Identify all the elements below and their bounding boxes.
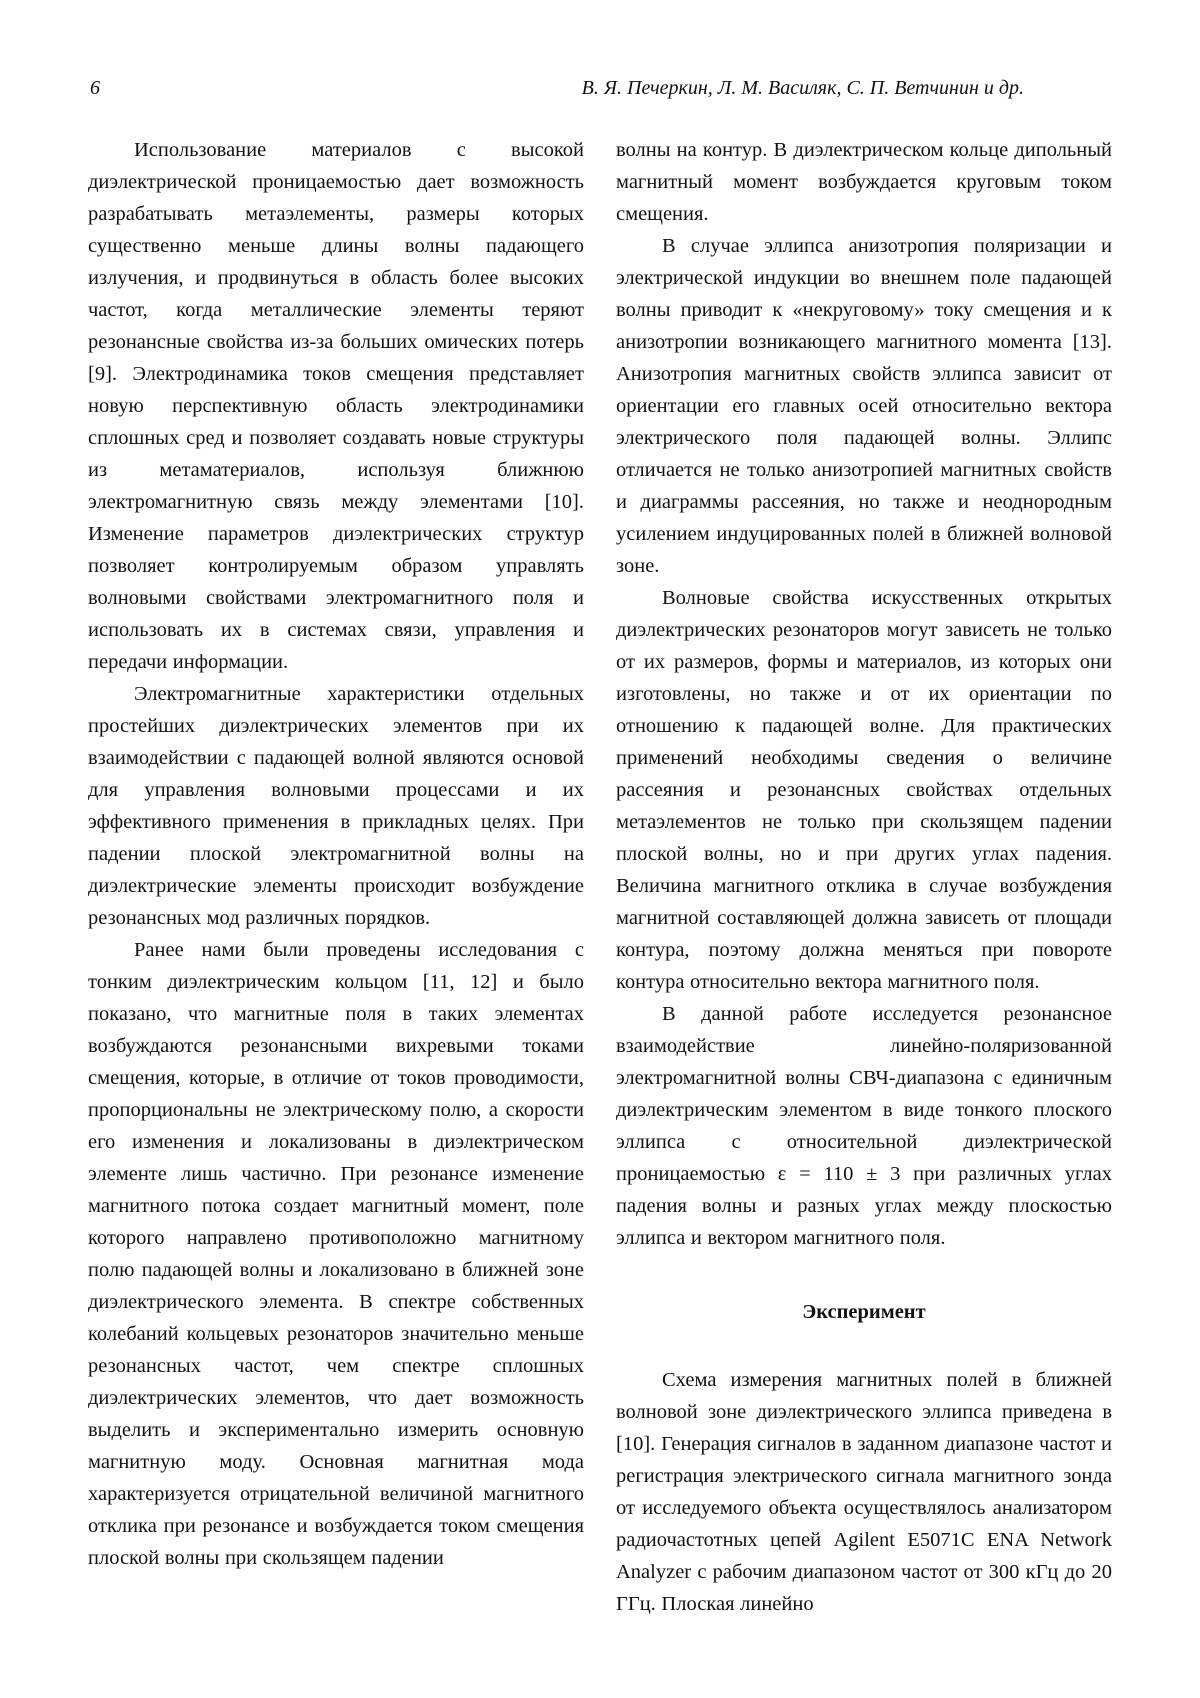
paragraph-characteristics: Электромагнитные характеристики отдельных простейших диэлектрических элементов при их взаимодействии с падающей волной являются основой для управления волновыми процессами и их эффективного применения в прикладных целях. При падении плоской электромагнитной волны на диэлектрические элементы происходит возбуждение резонансных мод различных порядков. bbox=[88, 683, 584, 929]
text-columns bbox=[88, 134, 1112, 1620]
right-column bbox=[616, 134, 1112, 1620]
section-heading-experiment: Эксперимент bbox=[802, 1301, 926, 1323]
paragraph-intro: Использование материалов с высокой диэлектрической проницаемостью дает возможность разрабатывать метаэлементы, размеры которых существенно меньше длины волны падающего излучения, и продвинуться в область более высоких частот, когда металлические элементы теряют резонансные свойства из-за больших омических потерь [9]. Электродинамика токов смещения представляет новую перспективную область электродинамики сплошных сред и позволяет создавать новые структуры из метаматериалов, используя ближнюю электромагнитную связь между элементами [10]. Изменение параметров диэлектрических структур позволяет контролируемым образом управлять волновыми свойствами электромагнитного поля и использовать их в системах связи, управления и передачи информации. bbox=[88, 139, 584, 673]
paragraph-wave-properties: Волновые свойства искусственных открытых диэлектрических резонаторов могут зависеть не только от их размеров, формы и материалов, из которых они изготовлены, но также и от их ориентации по отношению к падающей волне. Для практических применений необходимы сведения о величине рассеяния и резонансных свойствах отдельных метаэлементов не только при скользящем падении плоской волны, но и при других углах падения. Величина магнитного отклика в случае возбуждения магнитной составляющей должна зависеть от площади контура, поэтому должна меняться при повороте контура относительно вектора магнитного поля. bbox=[616, 587, 1112, 993]
running-head bbox=[88, 76, 1112, 100]
paragraph-ellipse-anisotropy: В случае эллипса анизотропия поляризации и электрической индукции во внешнем поле падающей волны приводит к «некруговому» току смещения и к анизотропии возникающего магнитного момента [13]. Анизотропия магнитных свойств эллипса зависит от ориентации его главных осей относительно вектора электрического поля падающей волны. Эллипс отличается не только анизотропией магнитных свойств и диаграммы рассеяния, но также и неоднородным усилением индуцированных полей в ближней волновой зоне. bbox=[616, 235, 1112, 577]
page-number: 6 bbox=[90, 77, 100, 99]
paragraph-experiment-setup: Схема измерения магнитных полей в ближней волновой зоне диэлектрического эллипса приведена в [10]. Генерация сигналов в заданном диапазоне частот и регистрация электрического сигнала магнитного зонда от исследуемого объекта осуществлялось анализатором радиочастотных цепей Agilent E5071C ENA Network Analyzer с рабочим диапазоном частот от 300 кГц до 20 ГГц. Плоская линейно bbox=[616, 1369, 1112, 1615]
paragraph-this-work: В данной работе исследуется резонансное взаимодействие линейно-поляризованной электромагнитной волны СВЧ-диапазона с единичным диэлектрическим элементом в виде тонкого плоского эллипса с относительной диэлектрической проницаемостью ε = 110 ± 3 при различных углах падения волны и разных углах между плоскостью эллипса и вектором магнитного поля. bbox=[616, 1003, 1112, 1249]
paragraph-continuation: волны на контур. В диэлектрическом кольце дипольный магнитный момент возбуждается круговым током смещения. bbox=[616, 139, 1112, 225]
paragraph-previous-research: Ранее нами были проведены исследования с тонким диэлектрическим кольцом [11, 12] и было показано, что магнитные поля в таких элементах возбуждаются резонансными вихревыми токами смещения, которые, в отличие от токов проводимости, пропорциональны не электрическому полю, а скорости его изменения и локализованы в диэлектрическом элементе лишь частично. При резонансе изменение магнитного потока создает магнитный момент, поле которого направлено противоположно магнитному полю падающей волны и локализовано в ближней зоне диэлектрического элемента. В спектре собственных колебаний кольцевых резонаторов значительно меньше резонансных частот, чем спектре сплошных диэлектрических элементов, что дает возможность выделить и экспериментально измерить основную магнитную моду. Основная магнитная мода характеризуется отрицательной величиной магнитного отклика при резонансе и возбуждается током смещения плоской волны при скользящем падении bbox=[88, 939, 584, 1569]
left-column bbox=[88, 134, 584, 1620]
running-head-authors: В. Я. Печеркин, Л. М. Василяк, С. П. Ветчинин и др. bbox=[581, 77, 1024, 99]
